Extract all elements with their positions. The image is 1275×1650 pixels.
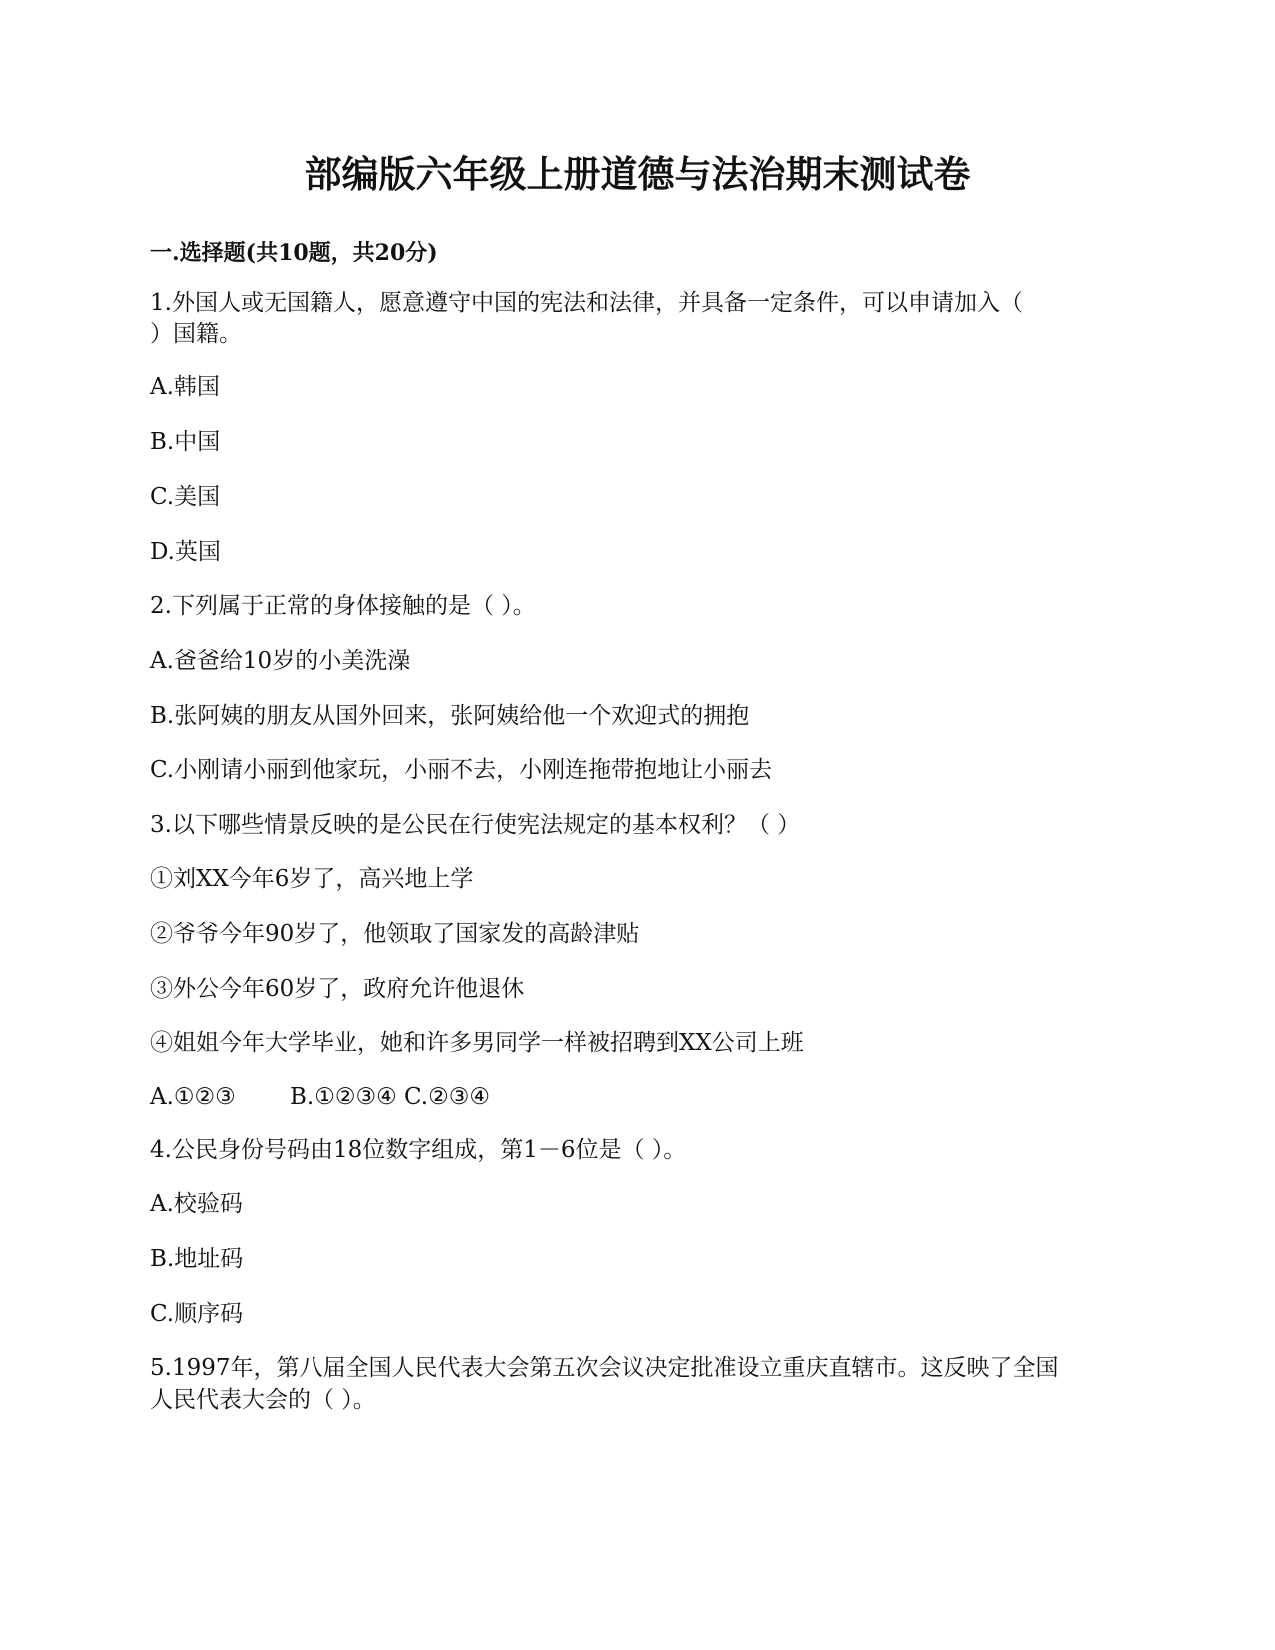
question-2-stem: 2.下列属于正常的身体接触的是（ ）。 bbox=[150, 593, 536, 619]
question-2-option-a: A.爸爸给10岁的小美洗澡 bbox=[150, 648, 411, 674]
question-5-stem-line-1: 5.1997年，第八届全国人民代表大会第五次会议决定批准设立重庆直辖市。这反映了全国 bbox=[150, 1355, 1059, 1381]
question-3-item-3: ③外公今年60岁了，政府允许他退休 bbox=[150, 976, 525, 1002]
question-1-option-d: D.英国 bbox=[150, 539, 221, 565]
question-1-option-b: B.中国 bbox=[150, 429, 221, 455]
question-3-item-4: ④姐姐今年大学毕业，她和许多男同学一样被招聘到XX公司上班 bbox=[150, 1030, 804, 1056]
question-3-options bbox=[150, 1081, 1125, 1113]
question-1-stem-line-2: ）国籍。 bbox=[150, 321, 242, 347]
question-3-option-a: A.①②③ bbox=[150, 1084, 236, 1110]
question-4-option-c: C.顺序码 bbox=[150, 1301, 244, 1327]
question-4-option-a: A.校验码 bbox=[150, 1191, 243, 1217]
question-3-item-2: ②爷爷今年90岁了，他领取了国家发的高龄津贴 bbox=[150, 921, 640, 947]
question-3-item-1: ①刘XX今年6岁了，高兴地上学 bbox=[150, 866, 474, 892]
question-3-option-b: B.①②③④ bbox=[290, 1084, 397, 1110]
question-1-option-c: C.美国 bbox=[150, 484, 221, 510]
question-5-stem-line-2: 人民代表大会的（ ）。 bbox=[150, 1387, 376, 1413]
question-1-option-a: A.韩国 bbox=[150, 374, 220, 400]
question-2-option-b: B.张阿姨的朋友从国外回来，张阿姨给他一个欢迎式的拥抱 bbox=[150, 703, 750, 729]
question-4-option-b: B.地址码 bbox=[150, 1246, 244, 1272]
section-heading: 一.选择题(共10题，共20分) bbox=[150, 240, 438, 266]
question-2-option-c: C.小刚请小丽到他家玩，小丽不去，小刚连拖带抱地让小丽去 bbox=[150, 757, 773, 783]
question-1-stem-line-1: 1.外国人或无国籍人，愿意遵守中国的宪法和法律，并具备一定条件，可以申请加入（ bbox=[150, 290, 1023, 316]
question-3-stem: 3.以下哪些情景反映的是公民在行使宪法规定的基本权利？（ ） bbox=[150, 812, 801, 838]
question-4-stem: 4.公民身份号码由18位数字组成，第1－6位是（ ）。 bbox=[150, 1137, 687, 1163]
page-title: 部编版六年级上册道德与法治期末测试卷 bbox=[304, 152, 971, 196]
question-3-option-c: C.②③④ bbox=[404, 1084, 490, 1110]
